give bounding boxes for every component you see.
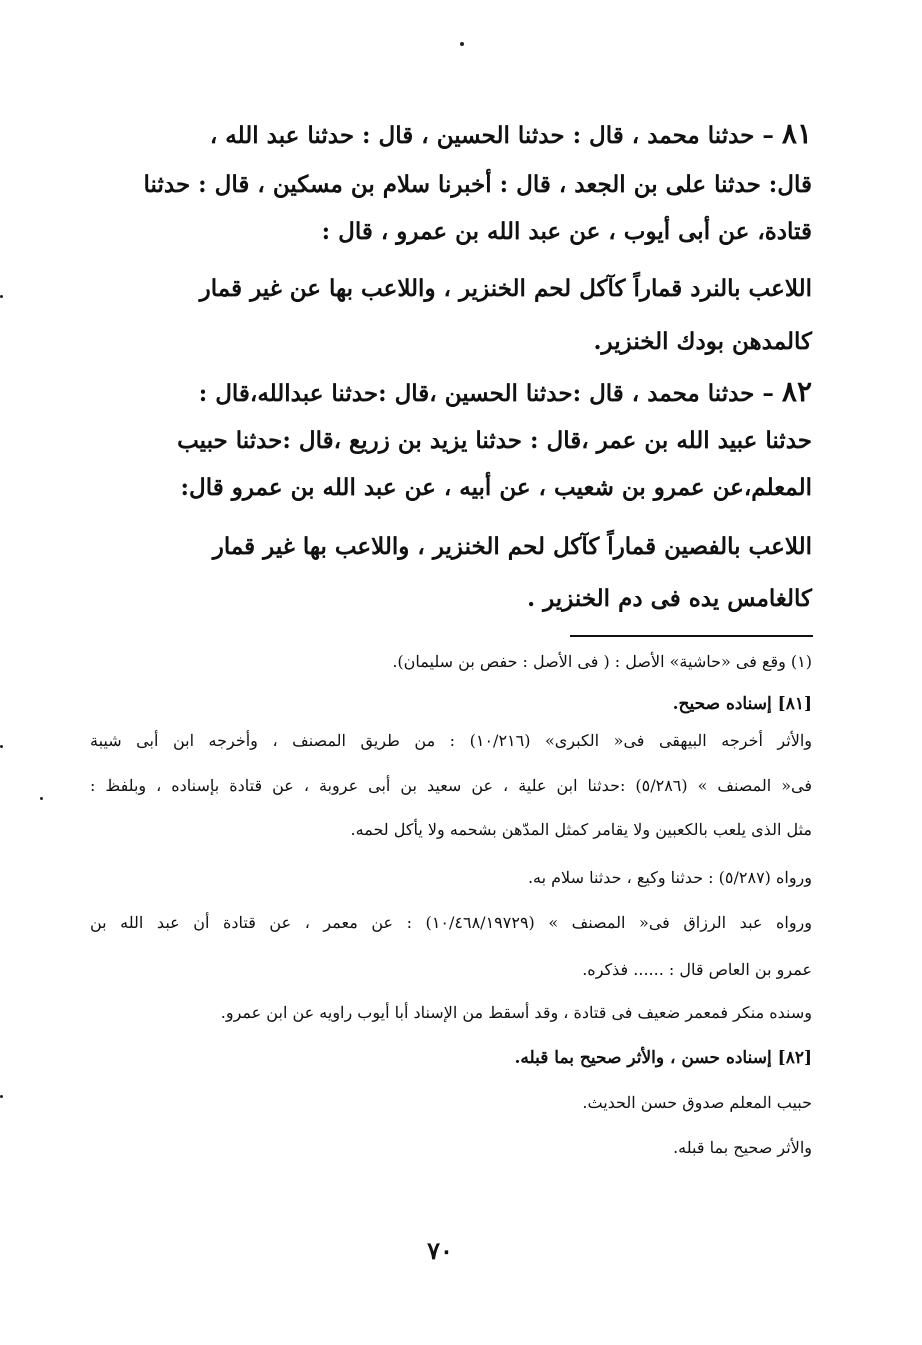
hadith-81-matn-2: كالمدهن بودك الخنزير.: [593, 328, 812, 355]
hadith-81-line-1: [100, 107, 812, 163]
hadith-81-matn-1: اللاعب بالنرد قماراً كآكل لحم الخنزير ، واللاعب بها عن غير قمار: [199, 275, 812, 302]
hadith-82-number: ٨٢: [781, 375, 812, 408]
footnote-line-9: والأثر صحيح بما قبله.: [673, 1138, 812, 1157]
footnote-line-6: عمرو بن العاص قال : ...... فذكره.: [582, 960, 812, 979]
hadith-81-isnad-1: – حدثنا محمد ، قال : حدثنا الحسين ، قال : حدثنا عبد الله ،: [209, 122, 774, 149]
scan-speck: [0, 745, 3, 748]
hadith-82-isnad-1: – حدثنا محمد ، قال :حدثنا الحسين ،قال :حدثنا عبدالله،قال :: [198, 380, 774, 407]
scan-speck: [460, 42, 464, 46]
footnote-line-4: ورواه (٥/٢٨٧) : حدثنا وكيع ، حدثنا سلام به.: [527, 868, 812, 887]
hadith-82-isnad-2: حدثنا عبيد الله بن عمر ،قال : حدثنا يزيد بن زريع ،قال :حدثنا حبيب: [177, 427, 812, 454]
grade-82: [٨٢] إسناده حسن ، والأثر صحيح بما قبله.: [514, 1048, 812, 1068]
grade-81: [٨١] إسناده صحيح.: [672, 694, 812, 714]
footnote-line-1: والأثر أخرجه البيهقى فى« الكبرى» (١٠/٢١٦) : من طريق المصنف ، وأخرجه ابن أبى شيبة: [90, 731, 813, 750]
hadith-82-matn-2: كالغامس يده فى دم الخنزير .: [527, 585, 812, 612]
scan-speck: [40, 797, 43, 800]
footnote-1: (١) وقع فى «حاشية» الأصل : ( فى الأصل : حفص بن سليمان).: [392, 652, 812, 671]
hadith-81-isnad-3: قتادة، عن أبى أيوب ، عن عبد الله بن عمرو ، قال :: [321, 218, 812, 245]
scan-speck: [0, 1095, 3, 1098]
footnote-line-8: حبيب المعلم صدوق حسن الحديث.: [582, 1093, 812, 1112]
footnote-line-2: فى« المصنف » (٥/٢٨٦) :حدثنا ابن علية ، عن سعيد بن أبى عروبة ، عن قتادة بإسناده ، وبلفظ :: [90, 776, 813, 795]
footnote-line-5: ورواه عبد الرزاق فى« المصنف » (١٠/٤٦٨/١٩٧٢٩) : عن معمر ، عن قتادة أن عبد الله بن: [90, 913, 813, 932]
hadith-82-isnad-3: المعلم،عن عمرو بن شعيب ، عن أبيه ، عن عبد الله بن عمرو قال:: [180, 474, 812, 501]
hadith-82-matn-1: اللاعب بالفصين قماراً كآكل لحم الخنزير ، واللاعب بها غير قمار: [212, 533, 812, 560]
footnote-line-3: مثل الذى يلعب بالكعبين ولا يقامر كمثل المدّهن بشحمه ولا يأكل لحمه.: [350, 820, 812, 839]
page-number: ٧٠: [427, 1236, 453, 1265]
hadith-81-isnad-2: قال: حدثنا على بن الجعد ، قال : أخبرنا سلام بن مسكين ، قال : حدثنا: [143, 171, 812, 198]
hadith-82-line-1: [100, 365, 812, 421]
hadith-81-number: ٨١: [781, 117, 812, 150]
footnote-line-7: وسنده منكر فمعمر ضعيف فى قتادة ، وقد أسقط من الإسناد أبا أيوب راويه عن ابن عمرو.: [220, 1003, 812, 1022]
scan-speck: [0, 295, 3, 298]
footnote-divider: [570, 635, 813, 637]
